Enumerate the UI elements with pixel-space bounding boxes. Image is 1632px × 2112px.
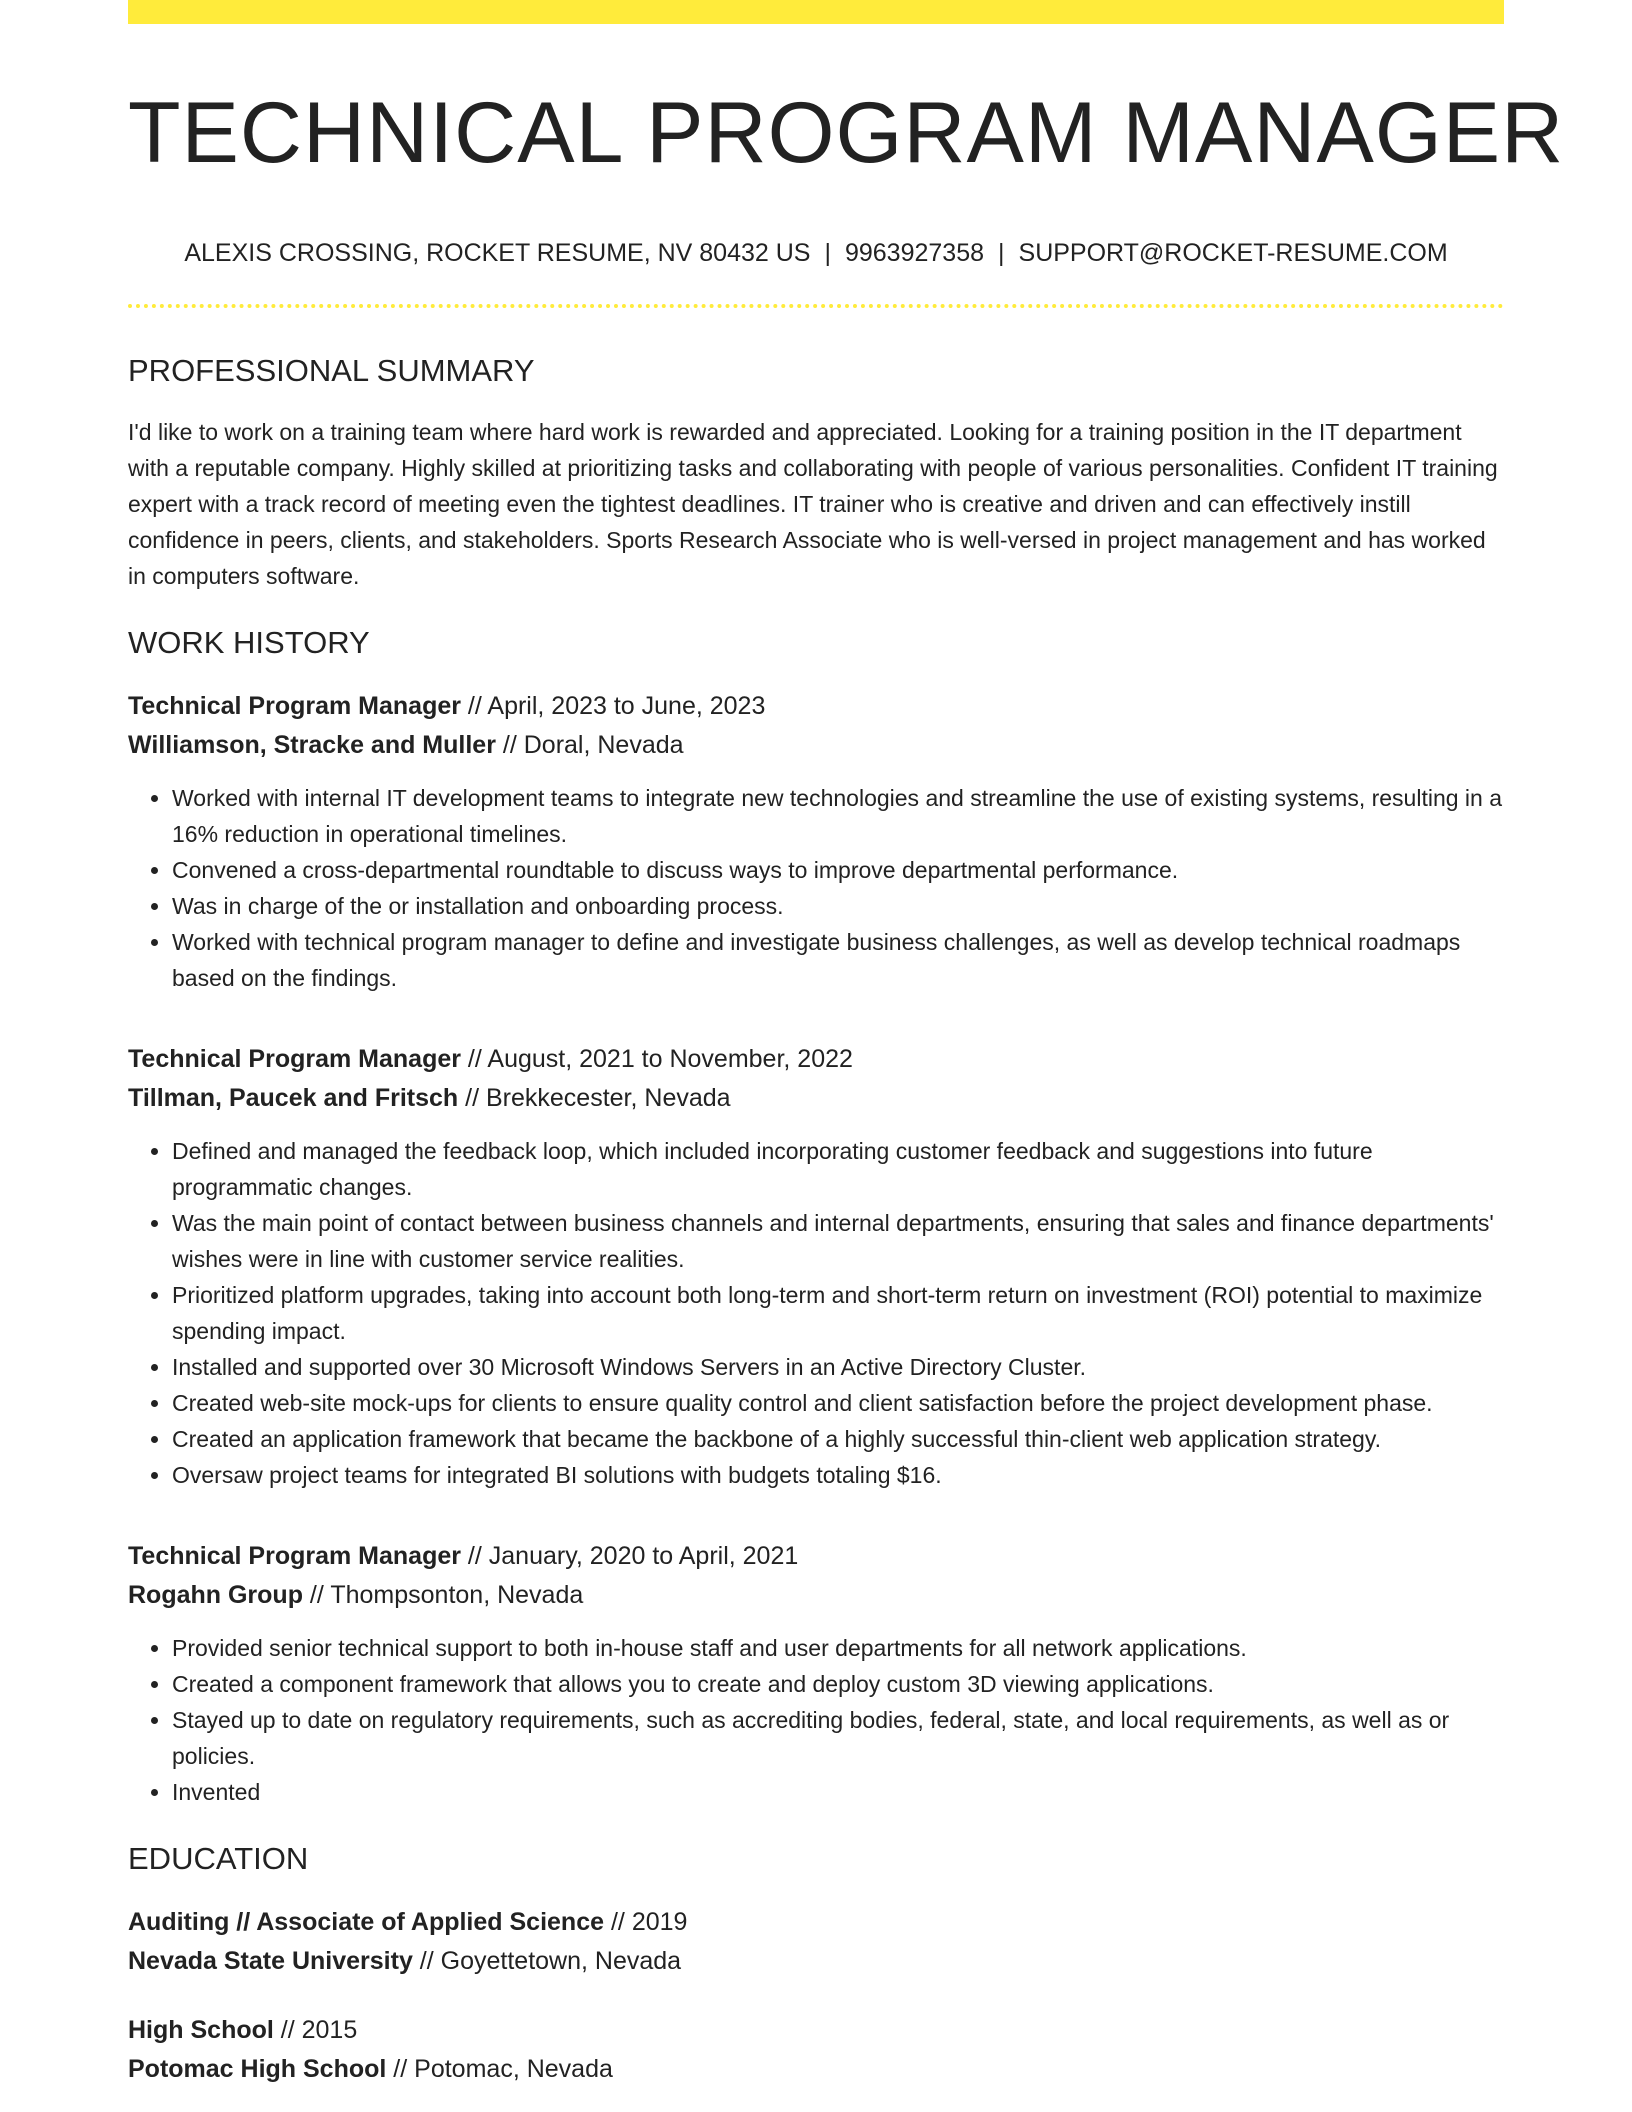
list-item: • Worked with internal IT development teams to integrate new technologies and streamline the use of existing systems, resulting in a 16% reduction in operational timelines. bbox=[172, 780, 1504, 852]
top-accent-bar bbox=[128, 0, 1504, 24]
job-bullets bbox=[128, 1630, 1504, 1810]
list-item: • Stayed up to date on regulatory requirements, such as accrediting bodies, federal, state, and local requirements, as well as or policies. bbox=[172, 1702, 1504, 1774]
job-bullets bbox=[128, 1133, 1504, 1493]
work-history-heading: WORK HISTORY bbox=[128, 625, 370, 661]
job-company: Rogahn Group bbox=[128, 1581, 303, 1610]
list-item: • Defined and managed the feedback loop, which included incorporating customer feedback and suggestions into future programmatic changes. bbox=[172, 1133, 1504, 1205]
degree-line bbox=[128, 1903, 1504, 1942]
degree: High School bbox=[128, 2015, 274, 2044]
contact-line bbox=[128, 237, 1504, 270]
list-item: • Created web-site mock-ups for clients to ensure quality control and client satisfaction before the project development phase. bbox=[172, 1385, 1504, 1421]
job-dates: January, 2020 to April, 2021 bbox=[488, 1542, 799, 1571]
job-location: Thompsonton, Nevada bbox=[330, 1581, 584, 1610]
professional-summary-section bbox=[128, 352, 1504, 595]
degree-line bbox=[128, 2011, 1504, 2050]
divider: // bbox=[458, 1084, 486, 1113]
contact-email: SUPPORT@ROCKET-RESUME.COM bbox=[1018, 239, 1448, 268]
contact-separator: | bbox=[998, 239, 1005, 268]
job-bullets bbox=[128, 780, 1504, 996]
school-name: Nevada State University bbox=[128, 1946, 413, 1975]
job-entry bbox=[128, 687, 1504, 996]
school-line bbox=[128, 2050, 1504, 2089]
divider: // bbox=[460, 692, 488, 721]
school-line bbox=[128, 1942, 1504, 1981]
job-company-line bbox=[128, 1576, 1504, 1615]
job-entry bbox=[128, 1537, 1504, 1810]
list-item: • Created an application framework that became the backbone of a highly successful thin-client web application strategy. bbox=[172, 1421, 1504, 1457]
job-dates: August, 2021 to November, 2022 bbox=[487, 1045, 853, 1074]
contact-phone: 9963927358 bbox=[844, 239, 985, 268]
divider: // bbox=[273, 2015, 302, 2044]
list-item: • Prioritized platform upgrades, taking into account both long-term and short-term return on investment (ROI) potential to maximize spending impact. bbox=[172, 1277, 1504, 1349]
job-title: Technical Program Manager bbox=[128, 692, 461, 721]
school-location: Potomac, Nevada bbox=[414, 2054, 613, 2083]
list-item: • Was in charge of the or installation and onboarding process. bbox=[172, 888, 1504, 924]
school-location: Goyettetown, Nevada bbox=[440, 1946, 682, 1975]
job-location: Brekkecester, Nevada bbox=[486, 1084, 731, 1113]
divider: // bbox=[302, 1581, 331, 1610]
education-entry bbox=[128, 1903, 1504, 1981]
job-title-line bbox=[128, 1537, 1504, 1576]
list-item: • Installed and supported over 30 Microsoft Windows Servers in an Active Directory Cluster. bbox=[172, 1349, 1504, 1385]
job-company-line bbox=[128, 726, 1504, 765]
job-title: Technical Program Manager bbox=[128, 1045, 461, 1074]
divider: // bbox=[460, 1045, 488, 1074]
graduation-year: 2015 bbox=[301, 2015, 358, 2044]
header-divider bbox=[128, 304, 1504, 308]
list-item: • Invented bbox=[172, 1774, 1504, 1810]
degree: Auditing // Associate of Applied Science bbox=[128, 1907, 605, 1936]
job-company-line bbox=[128, 1079, 1504, 1118]
contact-address: ALEXIS CROSSING, ROCKET RESUME, NV 80432 US bbox=[184, 239, 811, 268]
list-item: • Oversaw project teams for integrated BI solutions with budgets totaling $16. bbox=[172, 1457, 1504, 1493]
graduation-year: 2019 bbox=[631, 1907, 688, 1936]
education-entry bbox=[128, 2011, 1504, 2089]
education-heading: EDUCATION bbox=[128, 1841, 309, 1877]
divider: // bbox=[386, 2054, 415, 2083]
work-history-section bbox=[128, 624, 1504, 1810]
divider: // bbox=[412, 1946, 441, 1975]
summary-heading: PROFESSIONAL SUMMARY bbox=[128, 352, 535, 388]
job-location: Doral, Nevada bbox=[523, 731, 684, 760]
divider: // bbox=[604, 1907, 632, 1936]
job-title: Technical Program Manager bbox=[128, 1542, 461, 1571]
list-item: • Provided senior technical support to both in-house staff and user departments for all network applications. bbox=[172, 1630, 1504, 1666]
job-entry bbox=[128, 1040, 1504, 1493]
divider: // bbox=[460, 1542, 489, 1571]
list-item: • Was the main point of contact between business channels and internal departments, ensuring that sales and finance departments' wishes were in line with customer service realities. bbox=[172, 1205, 1504, 1277]
divider: // bbox=[495, 731, 524, 760]
list-item: • Convened a cross-departmental roundtable to discuss ways to improve departmental performance. bbox=[172, 852, 1504, 888]
education-section bbox=[128, 1840, 1504, 2089]
summary-text: I'd like to work on a training team where hard work is rewarded and appreciated. Looking for a training position in the IT department with a reputable company. Highly skilled at prioritizing tasks and collaborating with people of various personalities. Confident IT training expert with a track record of meeting even the tightest deadlines. IT trainer who is creative and driven and can effectively instill confidence in peers, clients, and stakeholders. Sports Research Associate who is well-versed in project management and has worked in computers software. bbox=[128, 419, 1498, 590]
job-title-line bbox=[128, 1040, 1504, 1079]
job-dates: April, 2023 to June, 2023 bbox=[487, 692, 766, 721]
school-name: Potomac High School bbox=[128, 2054, 387, 2083]
list-item: • Created a component framework that allows you to create and deploy custom 3D viewing applications. bbox=[172, 1666, 1504, 1702]
job-company: Williamson, Stracke and Muller bbox=[128, 731, 496, 760]
job-title-line bbox=[128, 687, 1504, 726]
job-company: Tillman, Paucek and Fritsch bbox=[128, 1084, 459, 1113]
resume-title: TECHNICAL PROGRAM MANAGER bbox=[128, 85, 1565, 181]
list-item: • Worked with technical program manager to define and investigate business challenges, as well as develop technical roadmaps based on the findings. bbox=[172, 924, 1504, 996]
contact-separator: | bbox=[824, 239, 831, 268]
